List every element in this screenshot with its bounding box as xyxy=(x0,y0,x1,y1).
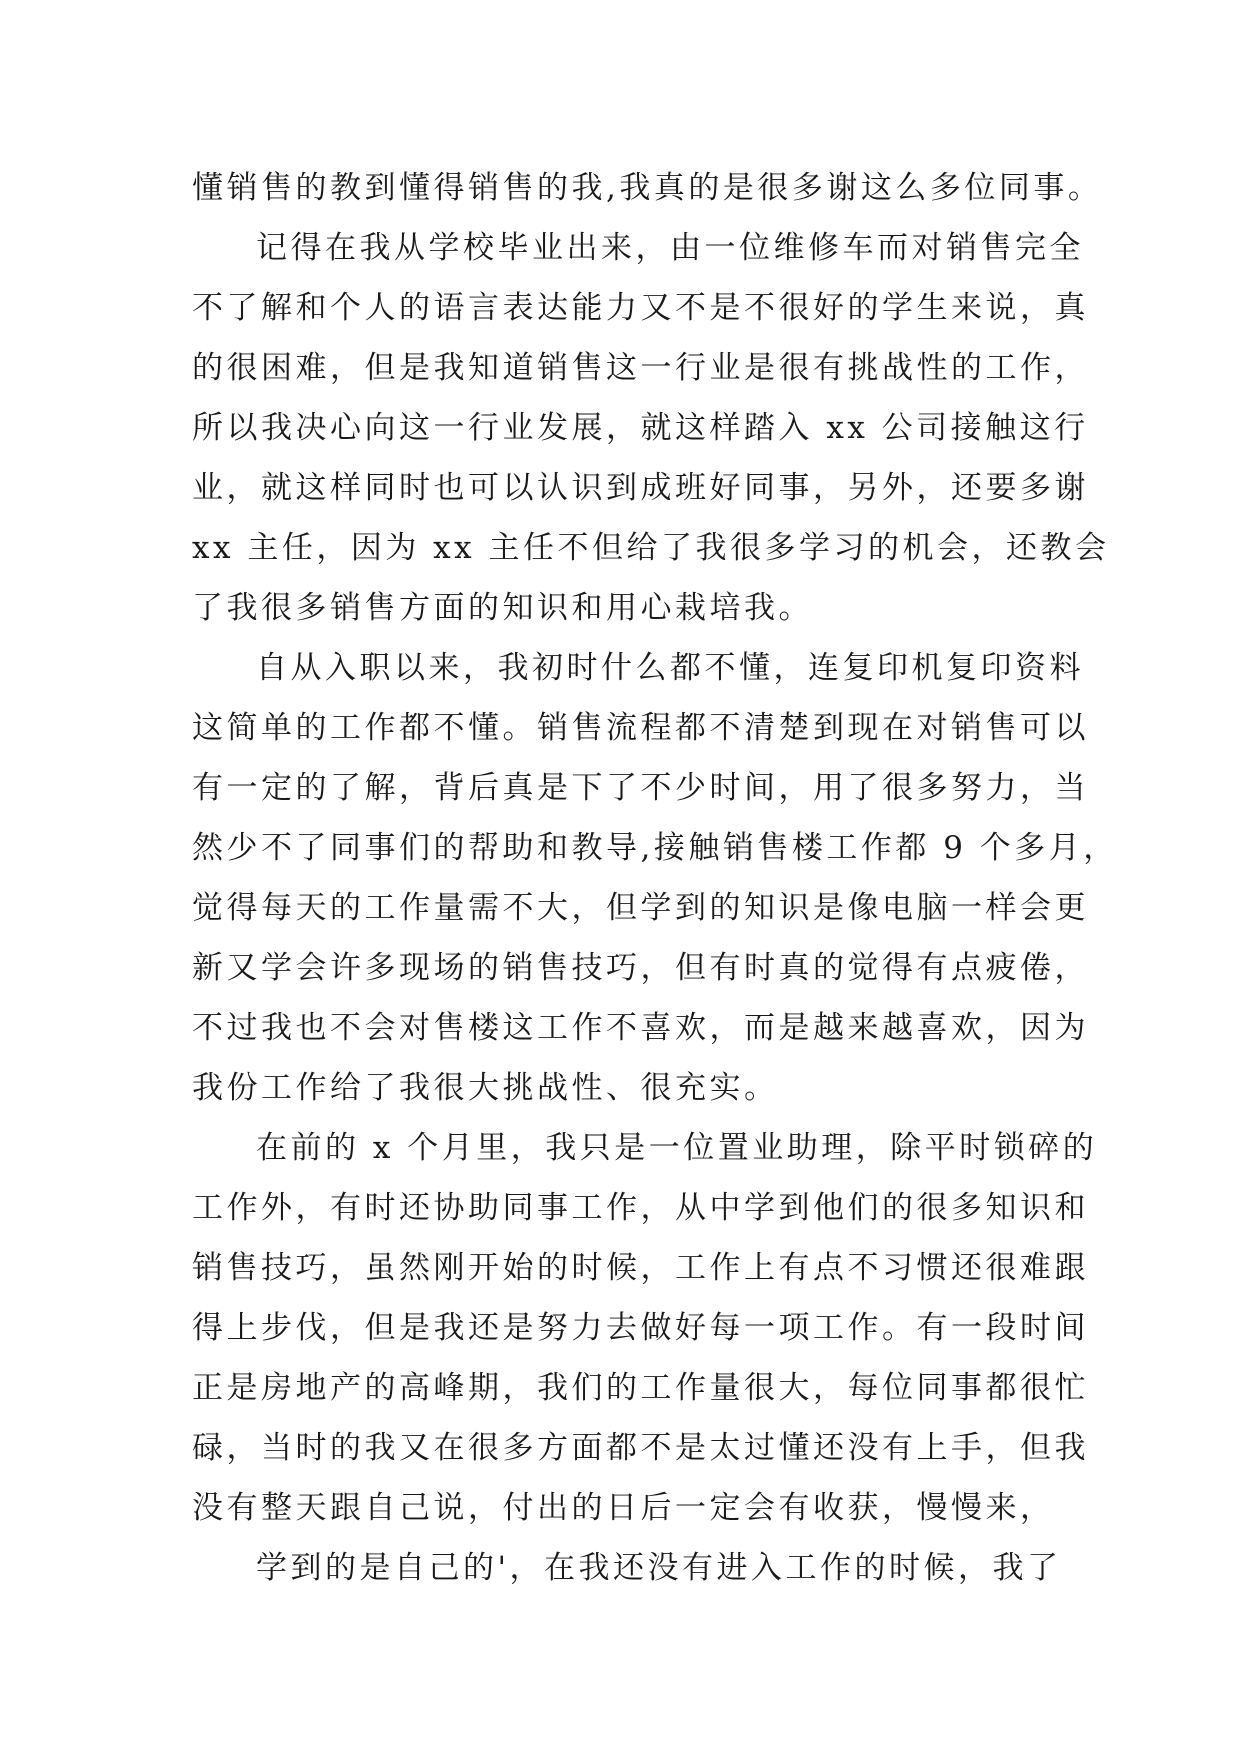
text-line: 销售技巧，虽然刚开始的时候，工作上有点不习惯还很难跟 xyxy=(192,1250,1089,1286)
text-line: 工作外，有时还协助同事工作，从中学到他们的很多知识和 xyxy=(192,1190,1089,1226)
text-line: 碌，当时的我又在很多方面都不是太过懂还没有上手，但我 xyxy=(192,1430,1089,1466)
text-line: 有一定的了解，背后真是下了不少时间，用了很多努力，当 xyxy=(192,770,1089,806)
text-line: 没有整天跟自己说，付出的日后一定会有收获，慢慢来， xyxy=(192,1490,1055,1526)
text-line: 不过我也不会对售楼这工作不喜欢，而是越来越喜欢，因为 xyxy=(192,1010,1089,1046)
text-line: 不了解和个人的语言表达能力又不是不很好的学生来说，真 xyxy=(192,290,1089,326)
text-line: 业，就这样同时也可以认识到成班好同事，另外，还要多谢 xyxy=(192,470,1089,506)
text-line: 然少不了同事们的帮助和教导,接触销售楼工作都 9 个多月， xyxy=(192,830,1118,866)
text-line: 新又学会许多现场的销售技巧，但有时真的觉得有点疲倦， xyxy=(192,950,1089,986)
text-line: 我份工作给了我很大挑战性、很充实。 xyxy=(192,1070,779,1106)
text-line: 记得在我从学校毕业出来，由一位维修车而对销售完全 xyxy=(256,230,1084,266)
text-line: 得上步伐，但是我还是努力去做好每一项工作。有一段时间 xyxy=(192,1310,1089,1346)
text-line: 了我很多销售方面的知识和用心栽培我。 xyxy=(192,590,813,626)
text-line: 的很困难，但是我知道销售这一行业是很有挑战性的工作， xyxy=(192,350,1089,386)
text-line: 自从入职以来，我初时什么都不懂，连复印机复印资料 xyxy=(256,650,1084,686)
document-body xyxy=(192,158,1192,1598)
text-line: 觉得每天的工作量需不大，但学到的知识是像电脑一样会更 xyxy=(192,890,1089,926)
text-line: 在前的 x 个月里，我只是一位置业助理，除平时锁碎的 xyxy=(256,1130,1098,1166)
text-line: 懂销售的教到懂得销售的我,我真的是很多谢这么多位同事。 xyxy=(192,170,1103,206)
text-line: 正是房地产的高峰期，我们的工作量很大，每位同事都很忙 xyxy=(192,1370,1089,1406)
text-line: 学到的是自己的'，在我还没有进入工作的时候，我了 xyxy=(256,1550,1062,1586)
text-line: xx 主任，因为 xx 主任不但给了我很多学习的机会，还教会 xyxy=(192,530,1110,566)
text-line: 这简单的工作都不懂。销售流程都不清楚到现在对销售可以 xyxy=(192,710,1089,746)
text-line: 所以我决心向这一行业发展，就这样踏入 xx 公司接触这行 xyxy=(192,410,1089,446)
